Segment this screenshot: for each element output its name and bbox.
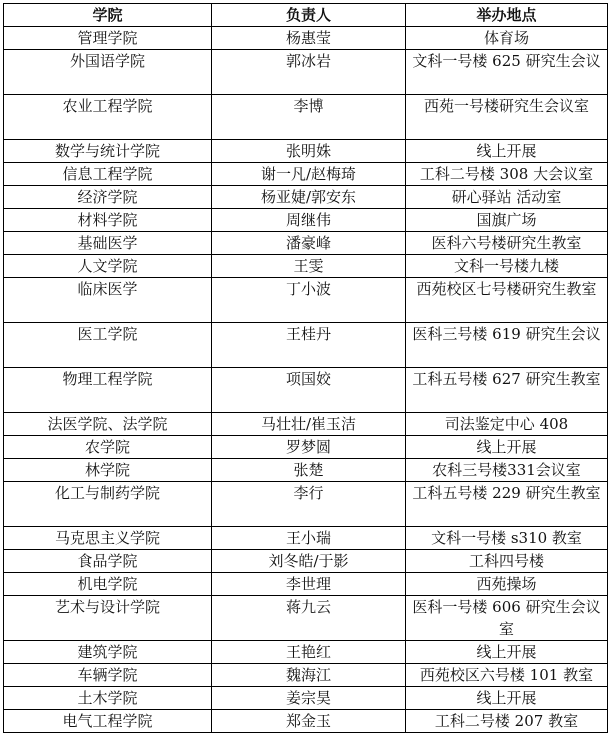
cell-college: 农学院 bbox=[4, 436, 212, 459]
table-row bbox=[4, 278, 608, 323]
cell-leader: 魏海江 bbox=[212, 664, 406, 687]
cell-college: 数学与统计学院 bbox=[4, 140, 212, 163]
cell-leader: 潘豪峰 bbox=[212, 232, 406, 255]
cell-venue: 西苑校区七号楼研究生教室 bbox=[406, 278, 608, 323]
college-venue-table bbox=[3, 3, 608, 733]
header-venue: 举办地点 bbox=[406, 4, 608, 27]
cell-college: 医工学院 bbox=[4, 323, 212, 368]
cell-venue: 医科三号楼 619 研究生会议 bbox=[406, 323, 608, 368]
cell-venue: 西苑一号楼研究生会议室 bbox=[406, 95, 608, 140]
cell-leader: 周继伟 bbox=[212, 209, 406, 232]
table-row bbox=[4, 436, 608, 459]
table-row bbox=[4, 482, 608, 527]
cell-venue: 工科四号楼 bbox=[406, 550, 608, 573]
table-row bbox=[4, 550, 608, 573]
cell-venue: 线上开展 bbox=[406, 641, 608, 664]
cell-college: 材料学院 bbox=[4, 209, 212, 232]
table-row bbox=[4, 95, 608, 140]
cell-venue: 线上开展 bbox=[406, 687, 608, 710]
cell-college: 艺术与设计学院 bbox=[4, 596, 212, 641]
cell-college: 物理工程学院 bbox=[4, 368, 212, 413]
table-row bbox=[4, 664, 608, 687]
cell-leader: 杨亚婕/郭安东 bbox=[212, 186, 406, 209]
table-row bbox=[4, 186, 608, 209]
cell-college: 食品学院 bbox=[4, 550, 212, 573]
table-row bbox=[4, 459, 608, 482]
cell-college: 经济学院 bbox=[4, 186, 212, 209]
cell-leader: 刘冬皓/于影 bbox=[212, 550, 406, 573]
cell-college: 机电学院 bbox=[4, 573, 212, 596]
header-college: 学院 bbox=[4, 4, 212, 27]
cell-leader: 丁小波 bbox=[212, 278, 406, 323]
table-row bbox=[4, 209, 608, 232]
cell-leader: 李博 bbox=[212, 95, 406, 140]
table-row bbox=[4, 140, 608, 163]
cell-college: 林学院 bbox=[4, 459, 212, 482]
header-leader: 负责人 bbox=[212, 4, 406, 27]
table-row bbox=[4, 368, 608, 413]
cell-venue: 农科三号楼331会议室 bbox=[406, 459, 608, 482]
cell-college: 基础医学 bbox=[4, 232, 212, 255]
cell-leader: 郑金玉 bbox=[212, 710, 406, 733]
cell-college: 人文学院 bbox=[4, 255, 212, 278]
cell-venue: 工科二号楼 308 大会议室 bbox=[406, 163, 608, 186]
cell-leader: 张明姝 bbox=[212, 140, 406, 163]
cell-leader: 王小瑞 bbox=[212, 527, 406, 550]
cell-venue: 国旗广场 bbox=[406, 209, 608, 232]
cell-college: 化工与制药学院 bbox=[4, 482, 212, 527]
cell-leader: 王艳红 bbox=[212, 641, 406, 664]
cell-college: 土木学院 bbox=[4, 687, 212, 710]
table-row bbox=[4, 323, 608, 368]
cell-leader: 王桂丹 bbox=[212, 323, 406, 368]
cell-leader: 蒋九云 bbox=[212, 596, 406, 641]
cell-venue: 工科五号楼 229 研究生教室 bbox=[406, 482, 608, 527]
cell-college: 管理学院 bbox=[4, 27, 212, 50]
table-row bbox=[4, 596, 608, 641]
cell-leader: 谢一凡/赵梅琦 bbox=[212, 163, 406, 186]
cell-venue: 文科一号楼 s310 教室 bbox=[406, 527, 608, 550]
table-row bbox=[4, 232, 608, 255]
cell-college: 外国语学院 bbox=[4, 50, 212, 95]
table-row bbox=[4, 50, 608, 95]
cell-college: 法医学院、法学院 bbox=[4, 413, 212, 436]
cell-college: 信息工程学院 bbox=[4, 163, 212, 186]
table-row bbox=[4, 573, 608, 596]
cell-leader: 郭冰岩 bbox=[212, 50, 406, 95]
cell-leader: 罗梦圆 bbox=[212, 436, 406, 459]
cell-venue: 体育场 bbox=[406, 27, 608, 50]
cell-leader: 张楚 bbox=[212, 459, 406, 482]
cell-venue: 医科一号楼 606 研究生会议室 bbox=[406, 596, 608, 641]
cell-leader: 李世理 bbox=[212, 573, 406, 596]
cell-leader: 王雯 bbox=[212, 255, 406, 278]
cell-venue: 司法鉴定中心 408 bbox=[406, 413, 608, 436]
header-row bbox=[4, 4, 608, 27]
cell-college: 车辆学院 bbox=[4, 664, 212, 687]
table-row bbox=[4, 687, 608, 710]
cell-venue: 西苑操场 bbox=[406, 573, 608, 596]
cell-college: 农业工程学院 bbox=[4, 95, 212, 140]
cell-venue: 工科五号楼 627 研究生教室 bbox=[406, 368, 608, 413]
cell-venue: 研心驿站 活动室 bbox=[406, 186, 608, 209]
table-row bbox=[4, 163, 608, 186]
cell-leader: 李行 bbox=[212, 482, 406, 527]
cell-venue: 文科一号楼九楼 bbox=[406, 255, 608, 278]
cell-venue: 工科二号楼 207 教室 bbox=[406, 710, 608, 733]
table-row bbox=[4, 255, 608, 278]
table-row bbox=[4, 413, 608, 436]
cell-college: 马克思主义学院 bbox=[4, 527, 212, 550]
cell-college: 电气工程学院 bbox=[4, 710, 212, 733]
cell-venue: 西苑校区六号楼 101 教室 bbox=[406, 664, 608, 687]
cell-venue: 文科一号楼 625 研究生会议 bbox=[406, 50, 608, 95]
table-body bbox=[4, 27, 608, 733]
table-row bbox=[4, 527, 608, 550]
table-row bbox=[4, 27, 608, 50]
cell-college: 建筑学院 bbox=[4, 641, 212, 664]
cell-venue: 医科六号楼研究生教室 bbox=[406, 232, 608, 255]
cell-leader: 姜宗昊 bbox=[212, 687, 406, 710]
cell-leader: 杨惠莹 bbox=[212, 27, 406, 50]
cell-leader: 马壮壮/崔玉洁 bbox=[212, 413, 406, 436]
cell-venue: 线上开展 bbox=[406, 140, 608, 163]
cell-venue: 线上开展 bbox=[406, 436, 608, 459]
table-row bbox=[4, 710, 608, 733]
cell-college: 临床医学 bbox=[4, 278, 212, 323]
table-row bbox=[4, 641, 608, 664]
cell-leader: 项国姣 bbox=[212, 368, 406, 413]
